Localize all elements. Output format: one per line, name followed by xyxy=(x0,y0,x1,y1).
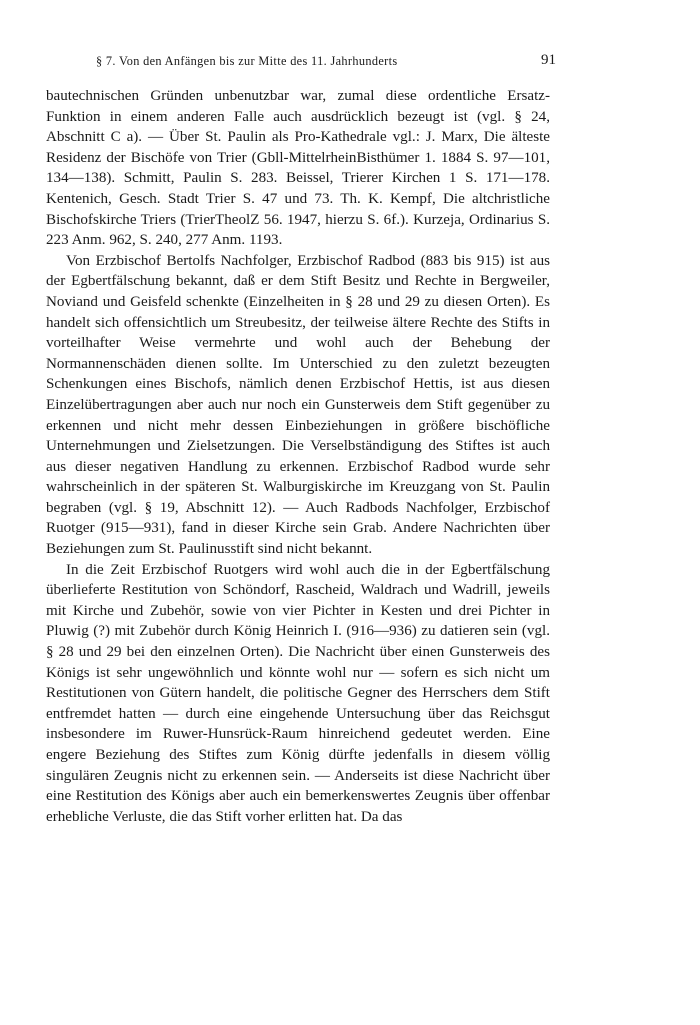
running-title: § 7. Von den Anfängen bis zur Mitte des 11. Jahrhunderts xyxy=(96,54,398,68)
book-page xyxy=(46,52,556,827)
paragraph-ruotger: In die Zeit Erzbischof Ruotgers wird wohl auch die in der Egbertfälschung überlieferte Restitution von Schöndorf, Rascheid, Waldrach und Wadrill, jeweils mit Kirche und Zubehör, sowie von vier Pichter in Kesten und drei Pichter in Pluwig (?) mit Zubehör durch König Heinrich I. (916—936) zu datieren sein (vgl. § 28 und 29 bei den einzelnen Orten). Die Nachricht über einen Gunsterweis des Königs ist sehr ungewöhnlich und könnte wohl nur — sofern es sich nicht um Restitutionen von Gütern handelt, die politische Gegner des Herrschers dem Stift entfremdet hatten — durch eine eingehende Untersuchung über das Reichsgut insbesondere im Ruwer-Hunsrück-Raum hinreichend gedeutet werden. Eine engere Beziehung des Stiftes zum König dürfte jedenfalls in diesem völlig singulären Zeugnis nicht zu erkennen sein. — Anderseits ist diese Nachricht über eine Restitution des Königs aber auch ein bemerkenswertes Zeugnis über offenbar erhebliche Verluste, die das Stift vorher erlitten hat. Da das xyxy=(46,561,550,825)
running-header xyxy=(46,52,556,74)
page-number: 91 xyxy=(541,52,556,68)
body-text xyxy=(46,86,550,827)
paragraph-radbod: Von Erzbischof Bertolfs Nachfolger, Erzbischof Radbod (883 bis 915) ist aus der Egbertfälschung bekannt, daß er dem Stift Besitz und Rechte in Bergweiler, Noviand und Geisfeld schenkte (Einzelheiten in § 28 und 29 zu diesen Orten). Es handelt sich offensichtlich um Streubesitz, der teilweise ältere Rechte des Stifts in vorteilhafter Weise vermehrte und wohl auch der Behebung der Normannenschäden dienen sollte. Im Unterschied zu den zuletzt bezeugten Schenkungen eines Bischofs, nämlich denen Erzbischof Hettis, ist aus diesen Einzelübertragungen aber auch nur noch ein Gunsterweis dem Stift gegenüber zu erkennen und nicht mehr dessen Einbeziehungen in größere bischöfliche Unternehmungen und Zielsetzungen. Die Verselbständigung des Stiftes ist auch aus dieser negativen Handlung zu erkennen. Erzbischof Radbod wurde sehr wahrscheinlich in der späteren St. Walburgiskirche im Kreuzgang von St. Paulin begraben (vgl. § 19, Abschnitt 12). — Auch Radbods Nachfolger, Erzbischof Ruotger (915—931), fand in dieser Kirche sein Grab. Andere Nachrichten über Beziehungen zum St. Paulinusstift sind nicht bekannt. xyxy=(46,252,550,558)
paragraph-continuation: bautechnischen Gründen unbenutzbar war, zumal diese ordentliche Ersatz-Funktion in einem anderen Falle auch ausdrücklich bezeugt ist (vgl. § 24, Abschnitt C a). — Über St. Paulin als Pro-Kathedrale vgl.: J. Marx, Die älteste Residenz der Bischöfe von Trier (Gbll-MittelrheinBisthümer 1. 1884 S. 97—101, 134—138). Schmitt, Paulin S. 283. Beissel, Trierer Kirchen 1 S. 171—178. Kentenich, Gesch. Stadt Trier S. 47 und 73. Th. K. Kempf, Die altchristliche Bischofskirche Triers (TrierTheolZ 56. 1947, hierzu S. 6f.). Kurzeja, Ordinarius S. 223 Anm. 962, S. 240, 277 Anm. 1193. xyxy=(46,88,550,249)
